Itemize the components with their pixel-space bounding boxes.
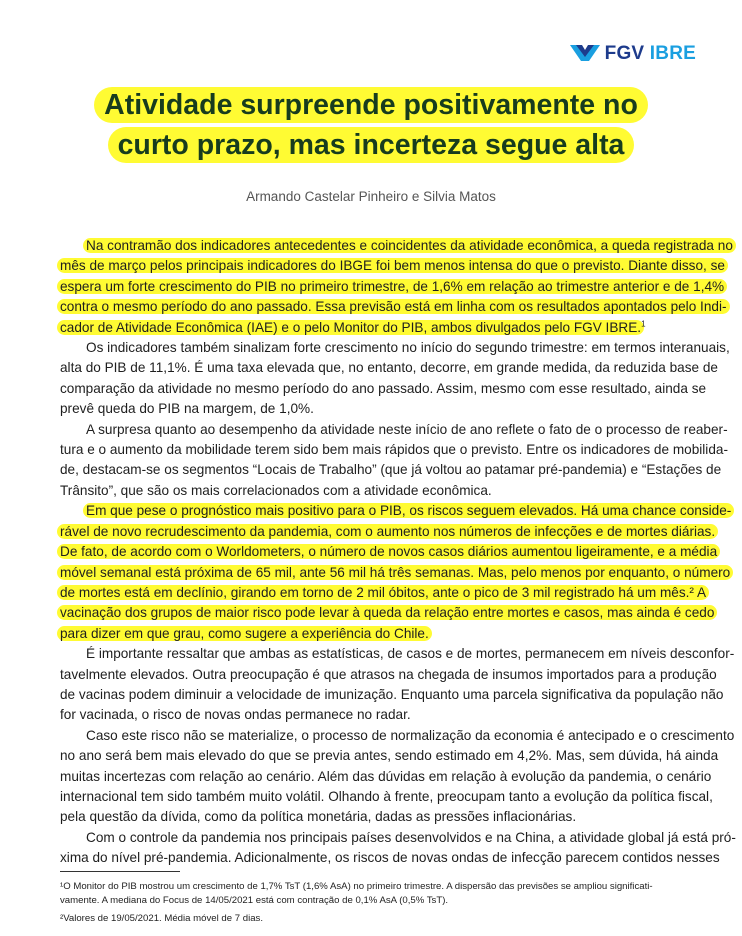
- text-line: prevê queda do PIB na margem, de 1,0%.: [60, 401, 314, 417]
- paragraph: [60, 644, 735, 726]
- highlight: para dizer em que grau, como sugere a experiência do Chile.: [57, 626, 432, 641]
- paragraph: [60, 501, 732, 644]
- text-line: [60, 297, 727, 317]
- authors: Armando Castelar Pinheiro e Silvia Matos: [246, 189, 496, 204]
- paragraph: [60, 338, 730, 420]
- highlight: rável de novo recrudescimento da pandemia, com o aumento nos números de infecções e de mortes diárias.: [57, 524, 718, 539]
- text-line: [60, 236, 733, 256]
- paragraph: [60, 420, 728, 502]
- highlight: vacinação dos grupos de maior risco pode levar à queda da relação entre mortes e casos, mas ainda é cedo: [57, 605, 717, 620]
- text-line: pela questão da dívida, como da política monetária, dadas as pressões inflacionárias.: [60, 809, 577, 825]
- fgv-ibre-logo: [570, 42, 696, 66]
- article-title: [0, 85, 742, 165]
- title-line-1: Atividade surpreende positivamente no: [94, 87, 648, 123]
- highlight: cador de Atividade Econômica (IAE) e o pelo Monitor do PIB, ambos divulgados pelo FGV IBRE.: [57, 320, 644, 335]
- text-line: alta do PIB de 11,1%. É uma taxa elevada que, no entanto, decorre, em grande medida, da reduzida base de: [60, 360, 718, 376]
- text-line: tura e o aumento da mobilidade terem sido bem mais rápidos que o previsto. Entre os indicadores de mobilida-: [60, 442, 728, 458]
- text-line: muitas incertezas com relação ao cenário. Além das dúvidas em relação à evolução da pandemia, o cenário: [60, 768, 712, 784]
- text-line: for vacinada, o risco de novas ondas permanece no radar.: [60, 707, 411, 723]
- highlight: de mortes está em declínio, girando em torno de 2 mil óbitos, ante o pico de 3 mil registrado há um mês.² A: [57, 585, 709, 600]
- logo-text: FGV IBRE: [604, 43, 696, 64]
- text-line: [60, 256, 725, 276]
- paragraph: [60, 236, 733, 338]
- text-line: comparação da atividade no mesmo período do ano passado. Assim, mesmo com esse resultado, ainda se: [60, 380, 707, 396]
- text-line: internacional tem sido também muito volátil. Olhando à frente, preocupam tanto a evolução da política fiscal,: [60, 788, 713, 804]
- text-line: [60, 542, 718, 562]
- footnote-ref: 1: [641, 319, 646, 329]
- text-line: [60, 277, 725, 297]
- fgv-chevron-icon: [570, 45, 600, 63]
- highlight: móvel semanal está próxima de 65 mil, ante 56 mil há três semanas. Mas, pelo menos por enquanto, o número: [57, 565, 733, 580]
- text-line: Com o controle da pandemia nos principais países desenvolvidos e na China, a atividade global já está pró-: [86, 829, 736, 845]
- text-line: xima do nível pré-pandemia. Adicionalmente, os riscos de novas ondas de infecção parecem contidos nesses: [60, 850, 720, 866]
- highlight: De fato, de acordo com o Worldometers, o número de novos casos diários aumentou ligeiramente, e a média: [57, 544, 720, 559]
- highlight: Na contramão dos indicadores antecedentes e coincidentes da atividade econômica, a queda registrada no: [83, 238, 736, 253]
- paragraph: [60, 726, 735, 828]
- text-line: [60, 583, 707, 603]
- article-body: [60, 236, 736, 869]
- text-line: [60, 318, 702, 338]
- footnote-divider: [60, 871, 180, 872]
- text-line: tavelmente elevados. Outra preocupação é que atrasos na chegada de insumos importados para a produção: [60, 666, 717, 682]
- text-line: no ano será bem mais elevado do que se previa antes, sendo estimado em 4,2%. Mas, sem dúvida, há ainda: [60, 748, 719, 764]
- text-line: de, destacam-se os segmentos “Locais de Trabalho” (que já voltou ao patamar pré-pandemia) e “Estações de: [60, 462, 722, 478]
- text-line: Os indicadores também sinalizam forte crescimento no início do segundo trimestre: em termos interanuais,: [86, 340, 730, 356]
- highlight: Em que pese o prognóstico mais positivo para o PIB, os riscos seguem elevados. Há uma chance conside-: [83, 503, 734, 518]
- text-line: Trânsito”, que são os mais correlacionados com a atividade econômica.: [60, 482, 492, 498]
- text-line: [60, 522, 716, 542]
- text-line: [60, 624, 702, 644]
- text-line: A surpresa quanto ao desempenho da atividade neste início de ano reflete o fato de o processo de reaber-: [86, 421, 728, 437]
- highlight: contra o mesmo período do ano passado. Essa previsão está em linha com os resultados apontados pelo Indi-: [57, 299, 730, 314]
- text-line: Caso este risco não se materialize, o processo de normalização da economia é antecipado e o crescimento: [86, 727, 735, 743]
- title-line-2: curto prazo, mas incerteza segue alta: [108, 127, 635, 163]
- text-line: É importante ressaltar que ambas as estatísticas, de casos e de mortes, permanecem em níveis desconfor-: [86, 646, 735, 662]
- text-line: de vacinas podem diminuir a velocidade de imunização. Enquanto uma parcela significativa da população não: [60, 686, 724, 702]
- text-line: [60, 603, 715, 623]
- highlight: espera um forte crescimento do PIB no primeiro trimestre, de 1,6% em relação ao trimestre anterior e de 1,4%: [57, 279, 727, 294]
- paragraph: [60, 828, 736, 869]
- text-line: [60, 563, 731, 583]
- highlight: mês de março pelos principais indicadores do IBGE foi bem menos intensa do que o previsto. Diante disso, se: [57, 258, 728, 273]
- footnote-1: ¹O Monitor do PIB mostrou um crescimento de 1,7% TsT (1,6% AsA) no primeiro trimestre. A dispersão das previsões se ampliou significati- vamente. A mediana do Focus de 14/05/2021 está com contração de 0,1% AsA (0,5% TsT).: [60, 881, 653, 906]
- text-line: [60, 501, 732, 521]
- footnote-2: ²Valores de 19/05/2021. Média móvel de 7 dias.: [60, 913, 264, 924]
